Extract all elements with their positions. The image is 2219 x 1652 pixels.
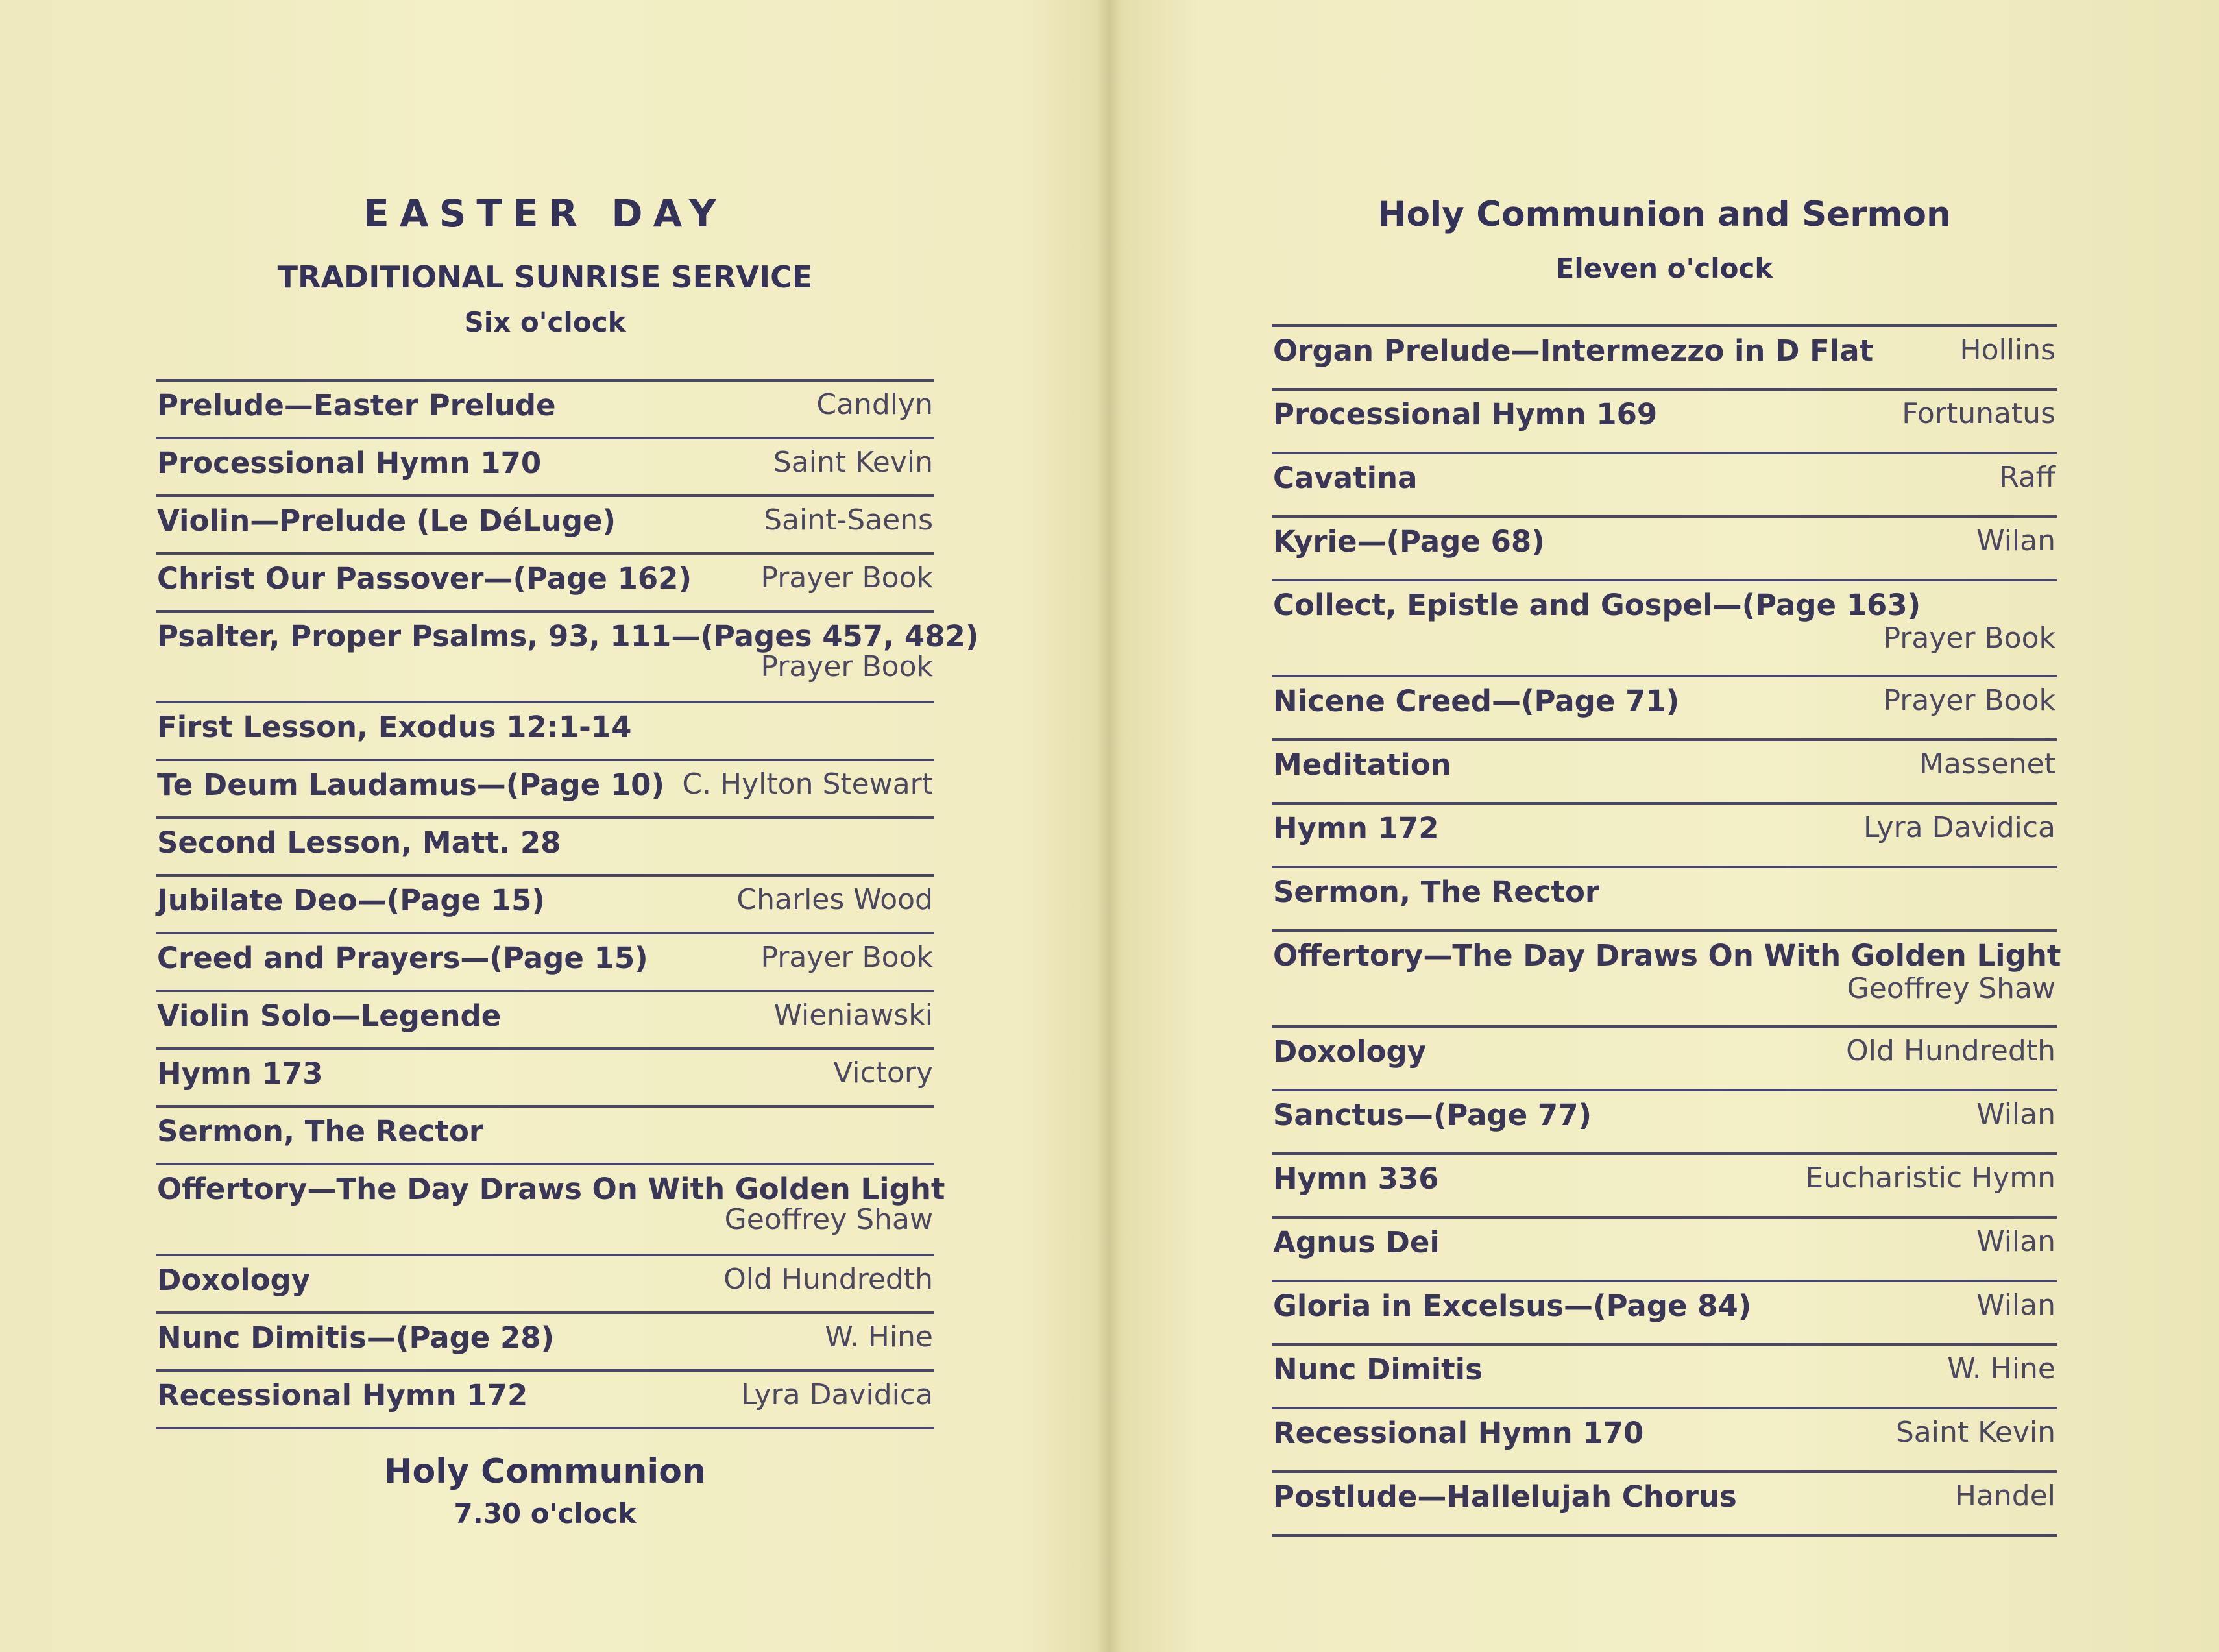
composer-name: C. Hylton Stewart — [682, 768, 933, 801]
piece-name: Nunc Dimitis — [1273, 1352, 1483, 1387]
composer-name: Raff — [1999, 461, 2055, 494]
list-item — [1272, 1282, 2057, 1346]
list-item — [156, 877, 934, 934]
list-item — [156, 1050, 934, 1108]
piece-name: Te Deum Laudamus—(Page 10) — [157, 768, 665, 802]
composer-name: Saint Kevin — [1895, 1416, 2055, 1449]
list-item — [1272, 1409, 2057, 1473]
piece-name: Christ Our Passover—(Page 162) — [157, 561, 692, 596]
footer-time: 7.30 o'clock — [454, 1498, 637, 1529]
service-title: TRADITIONAL SUNRISE SERVICE — [277, 260, 813, 295]
piece-name: Doxology — [157, 1263, 311, 1297]
piece-name: Creed and Prayers—(Page 15) — [157, 941, 648, 975]
piece-name: Kyrie—(Page 68) — [1273, 524, 1545, 559]
piece-name: Nicene Creed—(Page 71) — [1273, 684, 1680, 718]
list-item — [156, 934, 934, 992]
list-item — [1272, 1219, 2057, 1282]
list-item — [1272, 391, 2057, 454]
list-item — [1272, 327, 2057, 391]
piece-name: Prelude—Easter Prelude — [157, 388, 556, 422]
list-item — [156, 1314, 934, 1372]
composer-name: Geoffrey Shaw — [1847, 972, 2055, 1005]
piece-name: Sanctus—(Page 77) — [1273, 1098, 1592, 1132]
composer-name: Wilan — [1976, 1289, 2055, 1322]
list-item — [156, 555, 934, 613]
piece-name: Postlude—Hallelujah Chorus — [1273, 1479, 1737, 1514]
page-title: EASTER DAY — [363, 191, 727, 236]
list-item — [156, 1108, 934, 1165]
piece-name: Nunc Dimitis—(Page 28) — [157, 1320, 555, 1355]
piece-name: Processional Hymn 170 — [157, 446, 542, 480]
composer-name: Fortunatus — [1902, 397, 2055, 430]
piece-name: Offertory—The Day Draws On With Golden Light — [1273, 938, 2061, 973]
composer-name: Prayer Book — [760, 561, 933, 594]
composer-name: Eucharistic Hymn — [1805, 1161, 2055, 1195]
composer-name: Geoffrey Shaw — [724, 1203, 933, 1236]
composer-name: W. Hine — [1947, 1352, 2055, 1385]
list-item — [156, 992, 934, 1050]
composer-name: Old Hundredth — [723, 1263, 933, 1296]
list-item — [1272, 1155, 2057, 1219]
composer-name: Wilan — [1976, 1225, 2055, 1258]
list-item — [1272, 1473, 2057, 1537]
composer-name: Hollins — [1959, 334, 2055, 367]
piece-name: Offertory—The Day Draws On With Golden Light — [157, 1172, 945, 1206]
composer-name: Lyra Davidica — [741, 1378, 933, 1411]
piece-name: Violin—Prelude (Le DéLuge) — [157, 504, 616, 538]
page-title: Holy Communion and Sermon — [1377, 195, 1951, 234]
piece-name: Agnus Dei — [1273, 1225, 1440, 1259]
service-time: Eleven o'clock — [1555, 252, 1773, 284]
list-item — [156, 497, 934, 555]
piece-name: Sermon, The Rector — [157, 1114, 484, 1148]
piece-name: Processional Hymn 169 — [1273, 397, 1658, 431]
piece-name: Hymn 173 — [157, 1056, 323, 1091]
list-item — [1272, 454, 2057, 518]
list-item — [1272, 1346, 2057, 1409]
piece-name: Cavatina — [1273, 461, 1418, 495]
list-item — [156, 613, 979, 703]
composer-name: Wilan — [1976, 1098, 2055, 1131]
list-item — [1272, 932, 2061, 1028]
piece-name: Jubilate Deo—(Page 15) — [157, 883, 545, 917]
piece-name: Doxology — [1273, 1034, 1427, 1069]
list-item — [1272, 868, 2057, 932]
list-item — [1272, 805, 2057, 868]
composer-name: Charles Wood — [736, 883, 933, 916]
piece-name: Recessional Hymn 170 — [1273, 1416, 1644, 1450]
composer-name: Prayer Book — [760, 941, 933, 974]
piece-name: Hymn 336 — [1273, 1161, 1439, 1196]
list-item — [1272, 1091, 2057, 1155]
list-item — [1272, 518, 2057, 581]
list-item — [1272, 677, 2057, 741]
composer-name: Candlyn — [816, 388, 933, 421]
page-fold — [1097, 0, 1122, 1652]
composer-name: Wieniawski — [773, 999, 933, 1032]
piece-name: Violin Solo—Legende — [157, 999, 502, 1033]
composer-name: Massenet — [1919, 747, 2055, 781]
list-item — [1272, 581, 2057, 677]
piece-name: Organ Prelude—Intermezzo in D Flat — [1273, 334, 1874, 368]
service-order-list — [156, 382, 979, 1429]
composer-name: Wilan — [1976, 524, 2055, 557]
piece-name: Hymn 172 — [1273, 811, 1439, 845]
piece-name: Collect, Epistle and Gospel—(Page 163) — [1273, 588, 1921, 622]
list-item — [156, 703, 934, 761]
composer-name: Prayer Book — [1883, 622, 2055, 655]
list-item — [1272, 741, 2057, 805]
composer-name: Saint Kevin — [773, 446, 933, 479]
list-item — [156, 439, 934, 497]
composer-name: W. Hine — [825, 1320, 933, 1354]
list-item — [156, 1372, 934, 1429]
piece-name: Gloria in Excelsus—(Page 84) — [1273, 1289, 1752, 1323]
composer-name: Prayer Book — [1883, 684, 2055, 717]
piece-name: Meditation — [1273, 747, 1451, 782]
composer-name: Saint-Saens — [764, 504, 933, 537]
list-item — [156, 1165, 945, 1256]
list-item — [156, 382, 934, 439]
composer-name: Old Hundredth — [1846, 1034, 2055, 1067]
service-order-list — [1272, 327, 2061, 1537]
piece-name: Psalter, Proper Psalms, 93, 111—(Pages 457, 482) — [157, 619, 979, 653]
piece-name: Recessional Hymn 172 — [157, 1378, 528, 1413]
service-time: Six o'clock — [464, 306, 626, 338]
composer-name: Lyra Davidica — [1863, 811, 2055, 844]
piece-name: Sermon, The Rector — [1273, 875, 1600, 909]
composer-name: Handel — [1954, 1479, 2055, 1512]
piece-name: First Lesson, Exodus 12:1-14 — [157, 710, 632, 744]
list-item — [1272, 1028, 2057, 1091]
list-item — [156, 1256, 934, 1314]
list-item — [156, 819, 934, 877]
piece-name: Second Lesson, Matt. 28 — [157, 825, 561, 860]
footer-title: Holy Communion — [384, 1452, 706, 1491]
composer-name: Victory — [833, 1056, 933, 1089]
list-item — [156, 761, 934, 819]
composer-name: Prayer Book — [760, 650, 933, 683]
